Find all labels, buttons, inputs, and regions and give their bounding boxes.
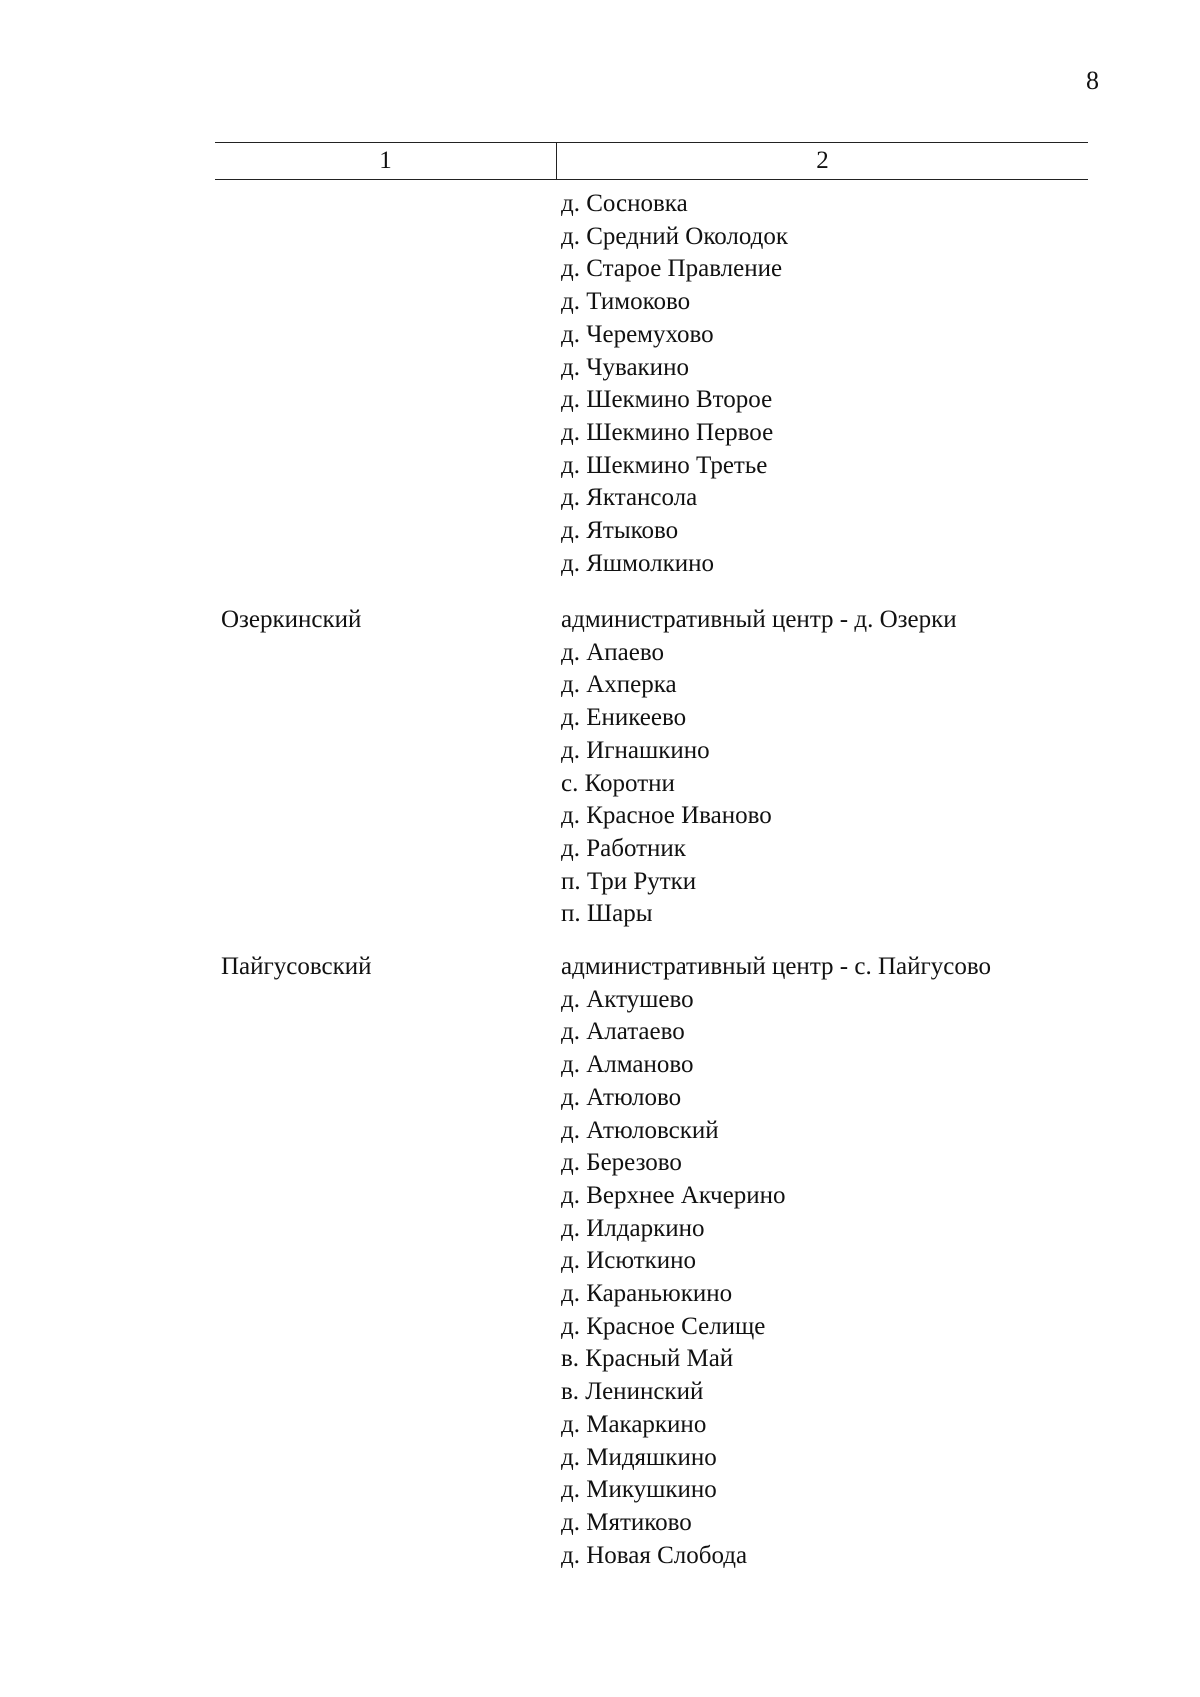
settlement-item: д. Средний Околодок (561, 222, 788, 250)
settlement-item: д. Атюлово (561, 1083, 682, 1111)
settlement-item: д. Ахперка (561, 671, 677, 699)
table-header-column-1: 1 (379, 147, 392, 174)
settlement-item: в. Ленинский (561, 1378, 704, 1406)
settlement-item: д. Микушкино (561, 1476, 717, 1504)
page-number: 8 (1086, 66, 1099, 95)
settlement-item: д. Шекмино Первое (561, 418, 774, 446)
settlement-item: д. Сосновка (561, 190, 688, 217)
settlement-item: д. Тимоково (561, 288, 691, 316)
settlement-item: д. Еникеево (561, 704, 687, 732)
settlement-item: административный центр - с. Пайгусово (561, 953, 991, 980)
settlement-item: д. Апаево (561, 638, 664, 666)
settlement-item: д. Старое Правление (561, 255, 783, 283)
settlement-item: д. Атюловский (561, 1116, 719, 1144)
settlement-item: в. Красный Май (561, 1345, 734, 1373)
settlement-item: д. Макаркино (561, 1410, 707, 1438)
settlement-item: д. Алманово (561, 1051, 694, 1079)
settlement-item: д. Красное Селище (561, 1312, 766, 1340)
settlement-list (561, 951, 991, 1572)
settlement-item: д. Ятыково (561, 517, 679, 545)
settlement-item: д. Мидяшкино (561, 1443, 717, 1471)
table-header-column-2: 2 (816, 147, 829, 174)
settlement-item: д. Яктансола (561, 484, 698, 512)
settlement-item: д. Березово (561, 1149, 682, 1177)
settlement-item: д. Новая Слобода (561, 1541, 748, 1569)
settlement-item: д. Шекмино Второе (561, 386, 773, 414)
settlement-item: д. Чувакино (561, 353, 689, 381)
settlement-item: д. Красное Иваново (561, 802, 772, 830)
settlement-item: д. Алатаево (561, 1018, 685, 1046)
settlement-item: д. Игнашкино (561, 736, 710, 764)
settlement-item: д. Караньюкино (561, 1280, 733, 1308)
settlement-list (561, 188, 788, 580)
district-name: Озеркинский (221, 606, 362, 633)
settlement-item: д. Шекмино Третье (561, 451, 768, 479)
settlement-item: д. Верхнее Акчерино (561, 1181, 786, 1209)
settlement-item: п. Шары (561, 900, 653, 928)
settlement-item: д. Яшмолкино (561, 549, 715, 577)
settlement-item: д. Исюткино (561, 1247, 697, 1275)
settlement-item: д. Работник (561, 834, 686, 862)
settlement-item: с. Коротни (561, 769, 675, 797)
district-name: Пайгусовский (221, 953, 372, 980)
settlement-item: д. Актушево (561, 985, 694, 1013)
settlement-item: д. Мятиково (561, 1508, 692, 1536)
settlement-item: административный центр - д. Озерки (561, 606, 957, 633)
table-header (215, 142, 1088, 180)
settlement-list (561, 604, 957, 931)
settlement-item: п. Три Рутки (561, 867, 697, 895)
settlement-item: д. Илдаркино (561, 1214, 705, 1242)
settlement-item: д. Черемухово (561, 320, 714, 348)
